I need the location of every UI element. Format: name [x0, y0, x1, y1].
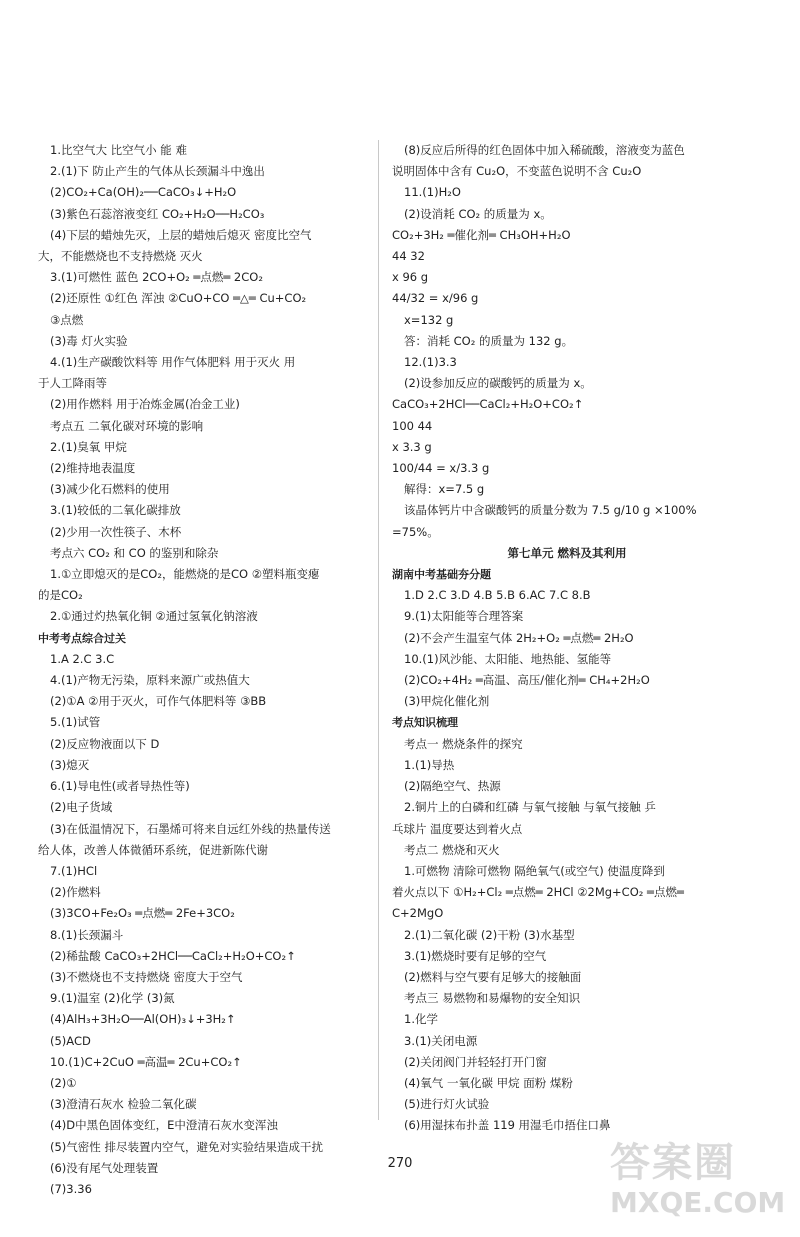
- text-line: 湖南中考基础夯分题: [392, 568, 491, 582]
- text-line: (2)CO₂+Ca(OH)₂──CaCO₃↓+H₂O: [50, 185, 237, 200]
- text-line: x 96 g: [392, 270, 429, 285]
- text-line: (3)甲烷化催化剂: [404, 694, 490, 709]
- text-line: (3)减少化石燃料的使用: [50, 482, 170, 497]
- text-line: 答：消耗 CO₂ 的质量为 132 g。: [404, 333, 574, 348]
- text-line: (3)紫色石蕊溶液变红 CO₂+H₂O──H₂CO₃: [50, 206, 265, 221]
- text-line: CaCO₃+2HCl──CaCl₂+H₂O+CO₂↑: [392, 397, 584, 412]
- watermark-logo-text: 答案圈: [610, 1140, 736, 1186]
- text-line: (2)①A ②用于灭火，可作气体肥料等 ③BB: [50, 694, 267, 709]
- right-column: [392, 140, 742, 1137]
- text-line: (3)毒 灯火实验: [50, 333, 128, 348]
- text-line: 该晶体钙片中含碳酸钙的质量分数为 7.5 g/10 g ×100%: [404, 503, 697, 518]
- text-line: (5)进行灯火试验: [404, 1097, 490, 1112]
- text-line: 考点六 CO₂ 和 CO 的鉴别和除杂: [50, 545, 219, 560]
- text-line: 于人工降雨等: [38, 376, 107, 391]
- text-line: 11.(1)H₂O: [404, 185, 461, 200]
- text-line: 12.(1)3.3: [404, 355, 457, 370]
- text-line: 考点一 燃烧条件的探究: [404, 736, 523, 751]
- text-line: 1.D 2.C 3.D 4.B 5.B 6.AC 7.C 8.B: [404, 588, 591, 603]
- page-number: 270: [387, 1156, 413, 1171]
- text-line: 大，不能燃烧也不支持燃烧 灭火: [38, 249, 203, 264]
- text-line: 的是CO₂: [38, 588, 83, 603]
- text-line: (2)电子货域: [50, 800, 113, 815]
- text-line: 2.(1)臭氧 甲烷: [50, 439, 127, 454]
- text-line: (2)作燃料: [50, 885, 101, 900]
- text-line: (3)熄灭: [50, 757, 90, 772]
- text-line: CO₂+3H₂ ═催化剂═ CH₃OH+H₂O: [392, 227, 571, 242]
- text-line: (3)在低温情况下，石墨烯可将来自远红外线的热量传送: [50, 821, 331, 836]
- text-line: 44 32: [392, 249, 425, 264]
- text-line: 1.①立即熄灭的是CO₂，能燃烧的是CO ②塑料瓶变瘪: [50, 567, 320, 582]
- text-line: (6)没有尾气处理装置: [50, 1160, 159, 1175]
- text-line: 考点二 燃烧和灭火: [404, 842, 500, 857]
- text-line: (2)①: [50, 1075, 77, 1090]
- text-line: (2)用作燃料 用于冶炼金属(冶金工业): [50, 397, 240, 412]
- text-line: 第七单元 燃料及其利用: [507, 545, 627, 560]
- text-line: (2)稀盐酸 CaCO₃+2HCl──CaCl₂+H₂O+CO₂↑: [50, 948, 296, 963]
- text-line: 100/44 = x/3.3 g: [392, 461, 490, 476]
- text-line: (3)不燃烧也不支持燃烧 密度大于空气: [50, 969, 243, 984]
- text-line: (3)3CO+Fe₂O₃ ═点燃═ 2Fe+3CO₂: [50, 906, 235, 921]
- text-line: 考点五 二氧化碳对环境的影响: [50, 418, 204, 433]
- text-line: x 3.3 g: [392, 439, 432, 454]
- text-line: 考点三 易燃物和易爆物的安全知识: [404, 991, 581, 1006]
- text-line: 2.①通过灼热氧化铜 ②通过氢氧化钠溶液: [50, 609, 258, 624]
- text-line: 7.(1)HCl: [50, 863, 98, 878]
- text-line: (2)反应物液面以下 D: [50, 736, 160, 751]
- text-line: 100 44: [392, 418, 433, 433]
- text-line: (6)用湿抹布扑盖 119 用湿毛巾捂住口鼻: [404, 1118, 611, 1133]
- text-line: (5)气密性 排尽装置内空气，避免对实验结果造成干扰: [50, 1139, 323, 1154]
- text-line: (4)D中黑色固体变红，E中澄清石灰水变浑浊: [50, 1118, 278, 1133]
- text-line: x=132 g: [404, 312, 454, 327]
- text-line: (8)反应后所得的红色固体中加入稀硫酸，溶液变为蓝色: [404, 143, 685, 157]
- watermark-url: MXQE.COM: [610, 1186, 786, 1219]
- text-line: (2)隔绝空气、热源: [404, 779, 501, 794]
- text-line: =75%。: [392, 524, 439, 539]
- text-line: 说明固体中含有 Cu₂O，不变蓝色说明不含 Cu₂O: [392, 164, 642, 179]
- text-line: (2)还原性 ①红色 浑浊 ②CuO+CO ═△═ Cu+CO₂: [50, 291, 307, 306]
- text-line: (2)关闭阀门并轻轻打开门窗: [404, 1054, 547, 1069]
- text-line: 9.(1)太阳能等合理答案: [404, 609, 524, 624]
- text-line: 中考考点综合过关: [38, 631, 126, 645]
- column-divider: [378, 140, 379, 1120]
- text-line: 1.化学: [404, 1012, 438, 1027]
- text-line: 3.(1)燃烧时要有足够的空气: [404, 948, 547, 963]
- text-line: (2)维持地表温度: [50, 461, 136, 476]
- text-line: (2)燃料与空气要有足够大的接触面: [404, 969, 582, 984]
- text-line: 6.(1)导电性(或者导热性等): [50, 779, 190, 794]
- text-line: 考点知识梳理: [392, 716, 458, 730]
- text-line: (4)AlH₃+3H₂O──Al(OH)₃↓+3H₂↑: [50, 1012, 236, 1027]
- text-line: (3)澄清石灰水 检验二氧化碳: [50, 1097, 197, 1112]
- text-line: (2)CO₂+4H₂ ═高温、高压/催化剂═ CH₄+2H₂O: [404, 673, 650, 688]
- text-line: (4)氧气 一氧化碳 甲烷 面粉 煤粉: [404, 1075, 573, 1090]
- text-line: C+2MgO: [392, 906, 444, 921]
- watermark-logo: [610, 1140, 790, 1230]
- text-line: 3.(1)较低的二氧化碳排放: [50, 503, 181, 518]
- text-line: 1.比空气大 比空气小 能 难: [50, 143, 187, 157]
- text-line: 3.(1)可燃性 蓝色 2CO+O₂ ═点燃═ 2CO₂: [50, 270, 263, 285]
- text-line: (2)设消耗 CO₂ 的质量为 x。: [404, 206, 552, 221]
- text-line: 1.可燃物 清除可燃物 隔绝氧气(或空气) 使温度降到: [404, 863, 665, 878]
- text-line: 2.(1)下 防止产生的气体从长颈漏斗中逸出: [50, 164, 265, 179]
- text-line: (7)3.36: [50, 1181, 92, 1196]
- text-line: 解得：x=7.5 g: [404, 482, 485, 497]
- text-line: (4)下层的蜡烛先灭，上层的蜡烛后熄灭 密度比空气: [50, 227, 312, 242]
- text-line: 10.(1)风沙能、太阳能、地热能、氢能等: [404, 651, 612, 666]
- text-line: 2.铜片上的白磷和红磷 与氧气接触 与氧气接触 乒: [404, 800, 656, 815]
- text-line: 4.(1)生产碳酸饮料等 用作气体肥料 用于灭火 用: [50, 355, 296, 370]
- text-line: (2)不会产生温室气体 2H₂+O₂ ═点燃═ 2H₂O: [404, 630, 634, 645]
- text-line: ③点燃: [50, 312, 84, 327]
- text-line: 4.(1)产物无污染，原料来源广或热值大: [50, 673, 250, 688]
- text-line: 9.(1)温室 (2)化学 (3)氮: [50, 991, 175, 1006]
- text-line: 2.(1)二氧化碳 (2)干粉 (3)水基型: [404, 927, 575, 942]
- text-line: (5)ACD: [50, 1033, 91, 1048]
- left-column: [38, 140, 368, 1200]
- text-line: 3.(1)关闭电源: [404, 1033, 478, 1048]
- text-line: 5.(1)试管: [50, 715, 101, 730]
- text-line: 乓球片 温度要达到着火点: [392, 821, 523, 836]
- text-line: 给人体，改善人体微循环系统，促进新陈代谢: [38, 842, 268, 857]
- text-line: 1.A 2.C 3.C: [50, 651, 115, 666]
- text-line: 1.(1)导热: [404, 757, 455, 772]
- text-line: 8.(1)长颈漏斗: [50, 927, 124, 942]
- text-line: 着火点以下 ①H₂+Cl₂ ═点燃═ 2HCl ②2Mg+CO₂ ═点燃═: [392, 885, 684, 900]
- text-line: 44/32 = x/96 g: [392, 291, 479, 306]
- text-line: (2)设参加反应的碳酸钙的质量为 x。: [404, 376, 592, 391]
- text-line: (2)少用一次性筷子、木杯: [50, 524, 182, 539]
- text-line: 10.(1)C+2CuO ═高温═ 2Cu+CO₂↑: [50, 1054, 242, 1069]
